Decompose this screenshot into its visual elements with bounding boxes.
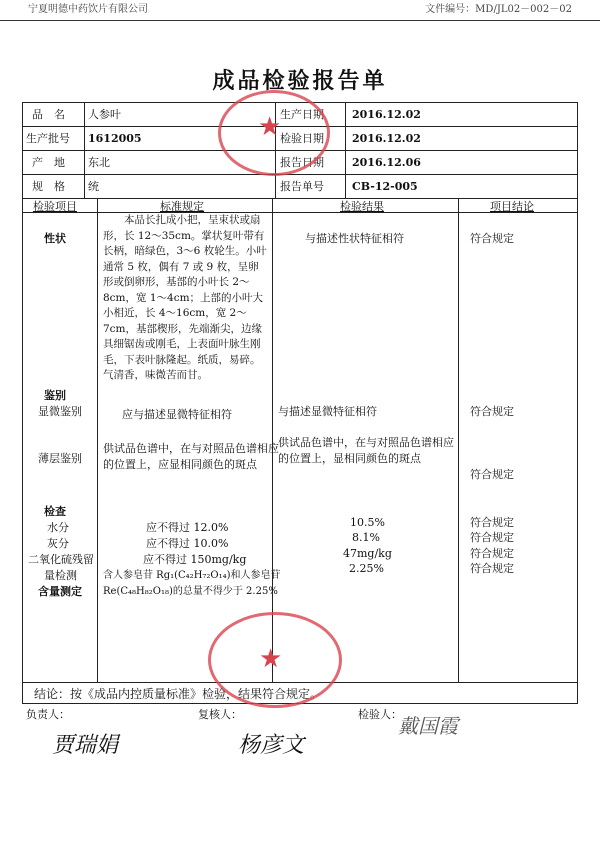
item-tlc: 薄层鉴别 [38,452,82,465]
result-so2: 47mg/kg [343,547,392,560]
standard-tlc-line1: 供试品色谱中，在与对照品色谱相应 [103,442,279,455]
company-name: 宁夏明德中药饮片有限公司 [28,4,148,15]
item-assay: 含量测定 [38,585,82,598]
standard-appearance: 本品长扎成小把，呈束状或扇形，长 12～35cm。掌状复叶带有长柄，暗绿色，3～6 枚轮生。小叶通常 5 枚，偶有 7 或 9 枚，呈卵形或倒卵形，基部的小叶长 2～8cm，宽 1～4cm；上部的小叶大小相近，长 4～16cm，宽 2～7cm，基部楔形，先端渐尖，边缘具细锯齿或刚毛，上表面叶脉生刚毛，下表叶脉隆起。纸质，易碎。气清香，味微苦而甘。 [103,214,267,381]
standard-microscopic: 应与描述显微特征相符 [122,408,232,421]
item-so2-line2: 量检测 [44,569,77,582]
name-label: 品 名 [32,108,65,121]
table-divider [345,102,346,198]
result-microscopic: 与描述显微特征相符 [278,405,377,418]
page-title: 成品检验报告单 [212,68,388,94]
reviewer-label: 复核人： [198,708,242,721]
report-number: CB-12-005 [352,180,418,193]
table-divider [22,174,578,175]
conclusion-moisture: 符合规定 [470,516,514,529]
standard-ash: 应不得过 10.0% [146,537,229,550]
product-name: 人参叶 [88,108,121,121]
batch-number: 1612005 [88,132,142,145]
conclusion-appearance: 符合规定 [470,232,514,245]
overall-conclusion: 结论：按《成品内控质量标准》检验，结果符合规定。 [34,687,323,701]
column-header-standard: 标准规定 [160,200,204,213]
column-header-item: 检验项目 [33,200,77,213]
inspection-date: 2016.12.02 [352,132,421,145]
standard-assay-line2: Re(C₄₈H₈₂O₁₈)的总量不得少于 2.25% [103,586,278,597]
report-date-label: 报告日期 [280,156,324,169]
conclusion-so2: 符合规定 [470,547,514,560]
result-appearance: 与描述性状特征相符 [305,232,404,245]
conclusion-tlc: 符合规定 [470,468,514,481]
document-number: 文件编号：MD/JL02－002－02 [425,4,572,15]
page-header [0,0,600,21]
item-tests: 检查 [44,505,66,518]
owner-label: 负责人： [26,708,70,721]
stamp-star-icon: ★ [259,644,283,674]
inspection-date-label: 检验日期 [280,132,324,145]
standard-so2: 应不得过 150mg/kg [143,553,247,566]
production-date: 2016.12.02 [352,108,421,121]
item-so2-line1: 二氧化硫残留 [28,553,94,566]
standard-assay-line1: 含人参皂苷 Rg₁(C₄₂H₇₂O₁₄)和人参皂苷 [103,570,281,581]
batch-label: 生产批号 [26,132,70,145]
result-moisture: 10.5% [350,516,385,529]
item-ash: 灰分 [47,537,69,550]
production-date-label: 生产日期 [280,108,324,121]
owner-signature: 贾瑞娟 [52,733,119,758]
spec-value: 统 [88,180,99,193]
inspector-label: 检验人： [358,708,402,721]
table-divider [22,198,578,199]
origin-label: 产 地 [32,156,65,169]
item-identification: 鉴别 [44,389,66,402]
table-divider [272,198,273,682]
table-divider [84,102,85,198]
table-divider [458,198,459,682]
item-appearance: 性状 [44,232,66,245]
table-divider [97,198,98,682]
standard-moisture: 应不得过 12.0% [146,521,229,534]
item-moisture: 水分 [47,521,69,534]
report-number-label: 报告单号 [280,180,324,193]
standard-tlc-line2: 的位置上，应显相同颜色的斑点 [103,458,257,471]
result-tlc-line2: 的位置上，显相同颜色的斑点 [278,452,421,465]
spec-label: 规 格 [32,180,65,193]
column-header-result: 检验结果 [340,200,384,213]
result-assay: 2.25% [349,562,384,575]
report-date: 2016.12.06 [352,156,421,169]
column-header-conclusion: 项目结论 [490,200,534,213]
result-tlc-line1: 供试品色谱中，在与对照品色谱相应 [278,436,454,449]
conclusion-assay: 符合规定 [470,562,514,575]
conclusion-microscopic: 符合规定 [470,405,514,418]
conclusion-ash: 符合规定 [470,531,514,544]
item-microscopic: 显微鉴别 [38,405,82,418]
stamp-star-icon: ★ [258,112,282,142]
result-ash: 8.1% [352,531,380,544]
reviewer-signature: 杨彦文 [238,733,305,758]
origin-value: 东北 [88,156,110,169]
inspector-signature: 戴国霞 [398,714,458,738]
